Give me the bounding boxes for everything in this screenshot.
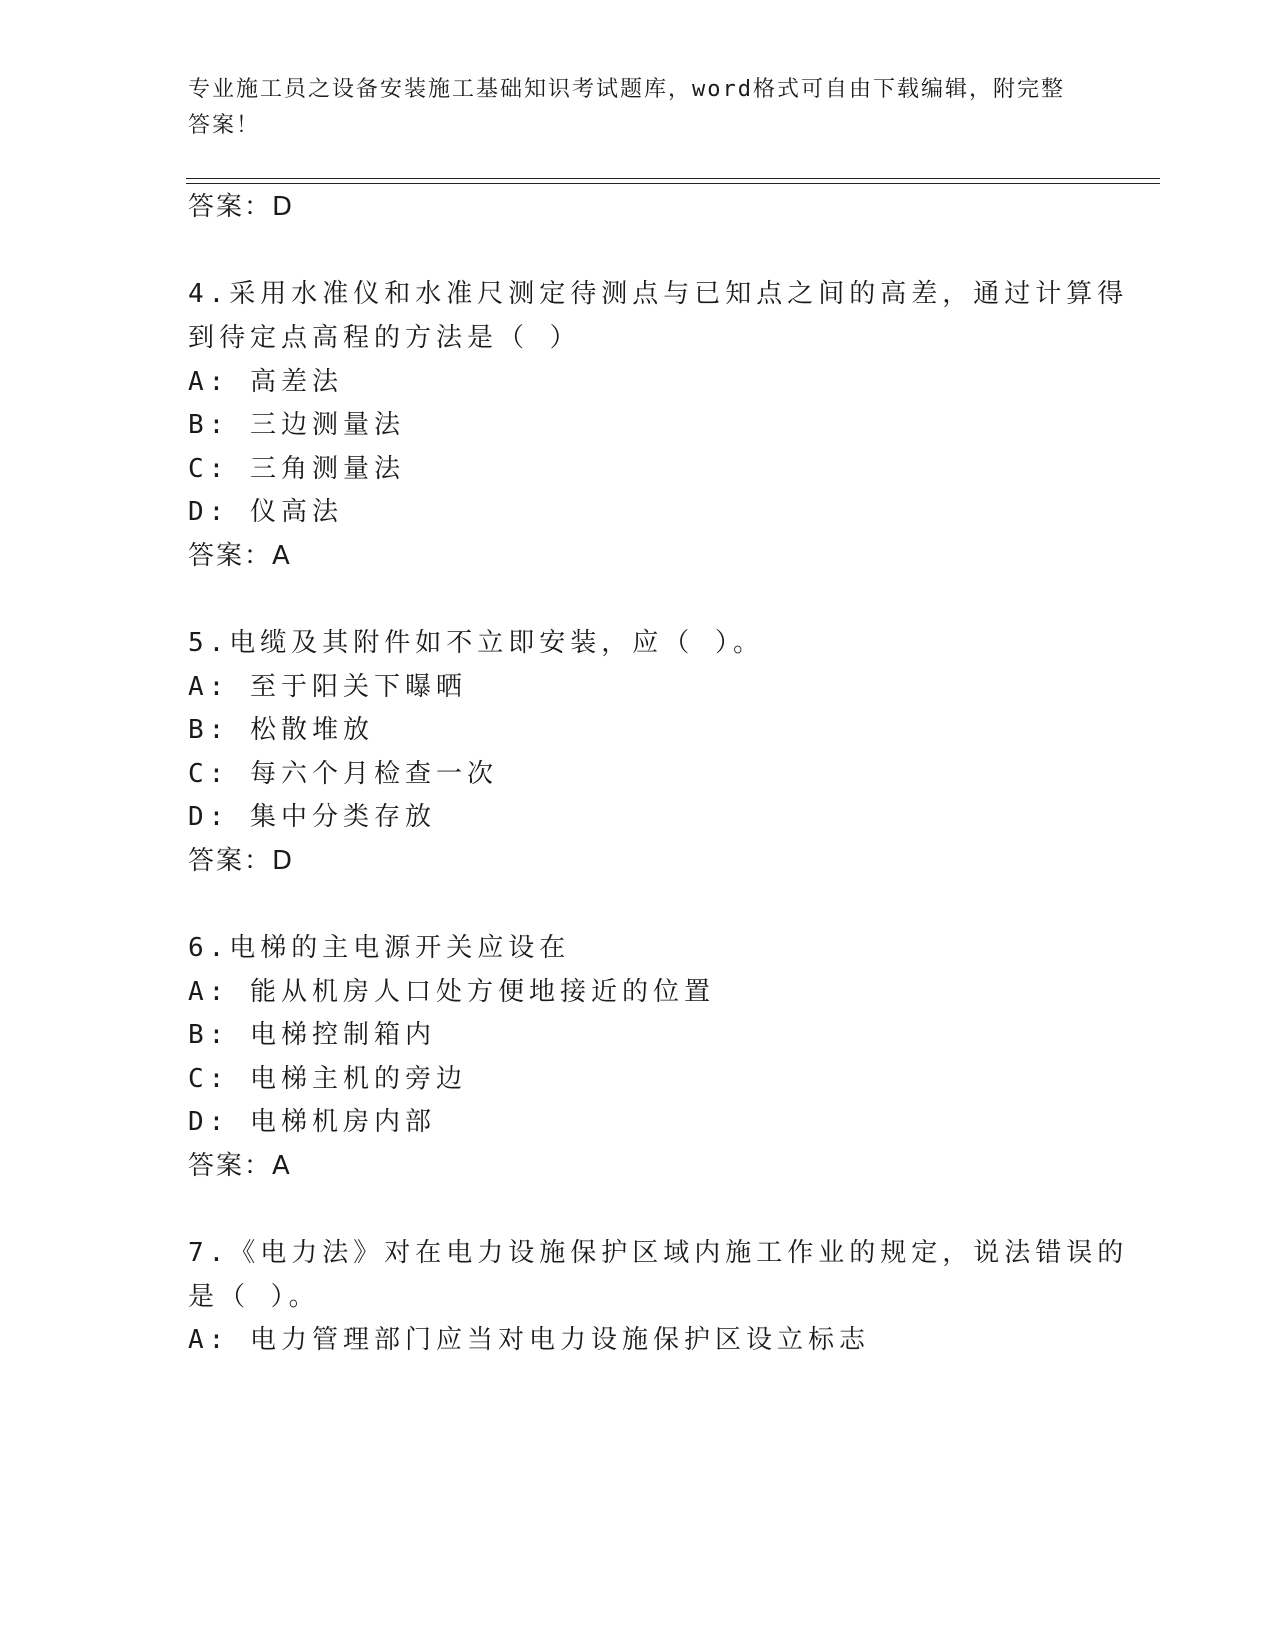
question-5-option-c: C: 每六个月检查一次 (188, 759, 498, 789)
question-6-stem-line-1: 6.电梯的主电源开关应设在 (188, 933, 571, 963)
question-6-option-a: A: 能从机房人口处方便地接近的位置 (188, 977, 715, 1007)
question-5-option-d: D: 集中分类存放 (188, 802, 436, 832)
question-4-stem-line-1: 4.采用水准仪和水准尺测定待测点与已知点之间的高差，通过计算得 (188, 279, 1129, 309)
document-header: 专业施工员之设备安装施工基础知识考试题库，word格式可自由下载编辑，附完整答案！ (188, 77, 1065, 138)
question-4-option-b: B: 三边测量法 (188, 410, 405, 440)
question-6-option-b: B: 电梯控制箱内 (188, 1020, 436, 1050)
question-7-option-a: A: 电力管理部门应当对电力设施保护区设立标志 (188, 1325, 870, 1355)
question-4-option-c: C: 三角测量法 (188, 454, 405, 484)
previous-answer: 答案：D (188, 192, 295, 222)
question-5-stem-line-1: 5.电缆及其附件如不立即安装，应（ ）。 (188, 628, 764, 658)
question-6-option-c: C: 电梯主机的旁边 (188, 1064, 467, 1094)
question-6-answer: 答案：A (188, 1151, 292, 1181)
question-4-option-d: D: 仪高法 (188, 497, 343, 527)
question-7-stem-line-1: 7.《电力法》对在电力设施保护区域内施工作业的规定，说法错误的 (188, 1238, 1129, 1268)
question-5-option-b: B: 松散堆放 (188, 715, 374, 745)
question-5-answer: 答案：D (188, 846, 295, 876)
question-7-stem-line-2: 是（ ）。 (188, 1282, 320, 1312)
question-5-option-a: A: 至于阳关下曝晒 (188, 672, 467, 702)
header-divider-bottom (186, 183, 1160, 184)
header-divider-top (186, 178, 1160, 179)
question-4-answer: 答案：A (188, 541, 292, 571)
question-6-option-d: D: 电梯机房内部 (188, 1107, 436, 1137)
question-4-stem-line-2: 到待定点高程的方法是（ ） (188, 323, 581, 353)
question-4-option-a: A: 高差法 (188, 367, 343, 397)
